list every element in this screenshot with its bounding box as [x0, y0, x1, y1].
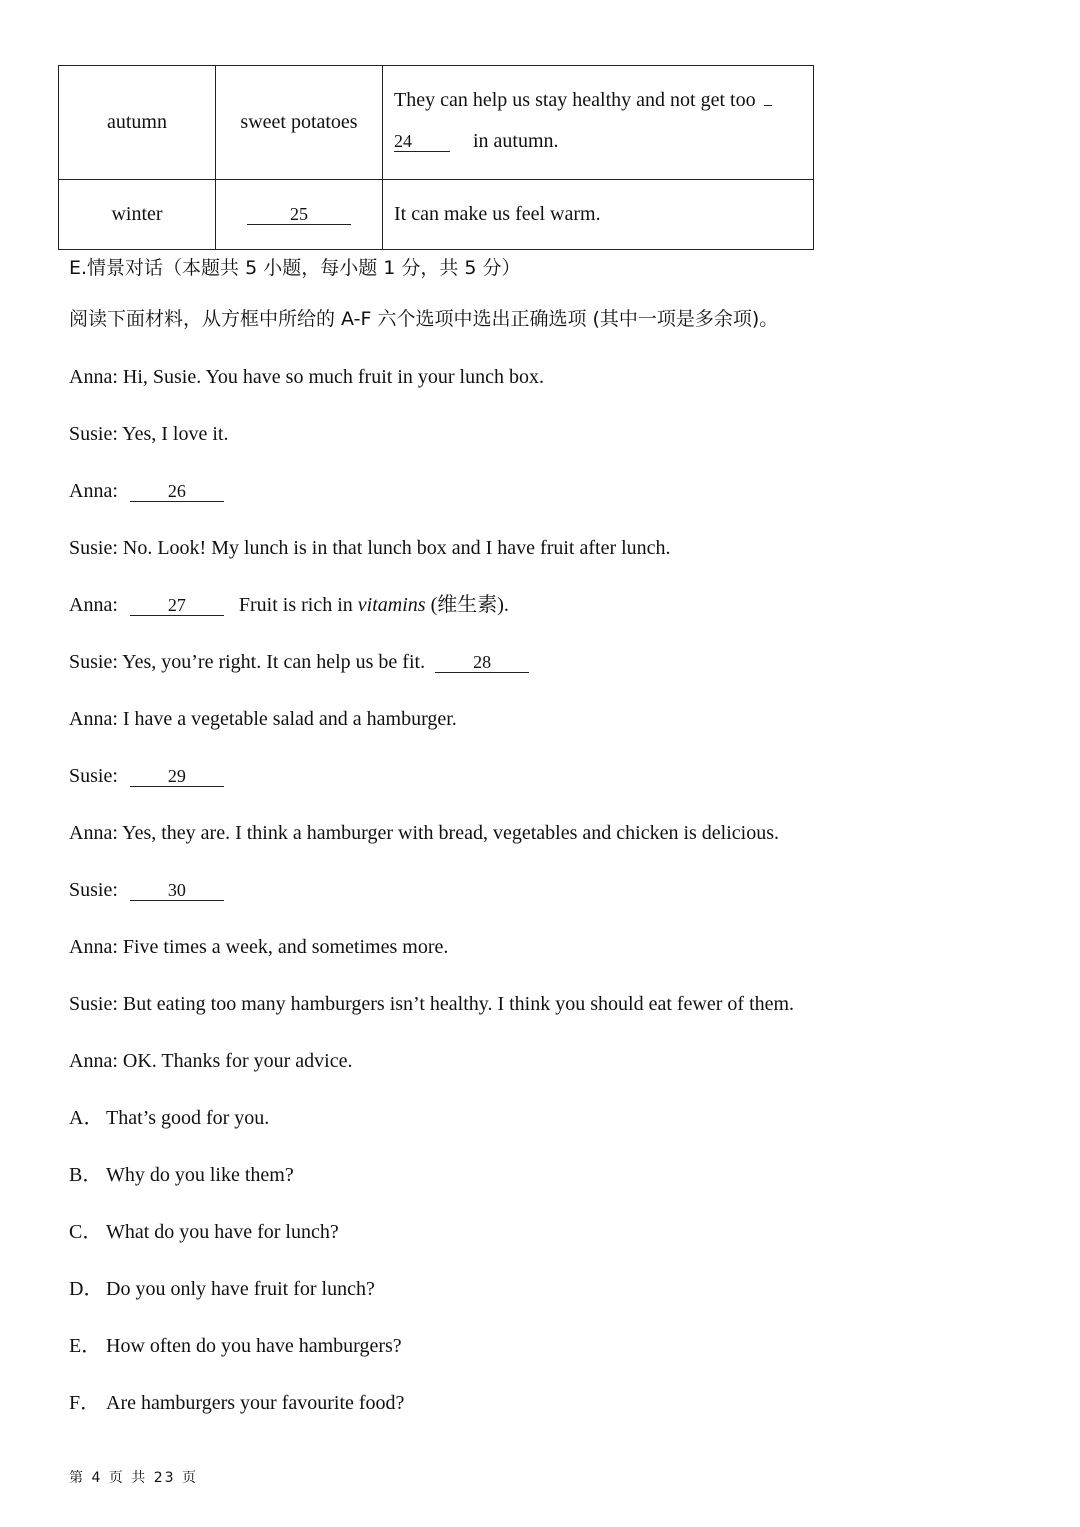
food-season-table: [58, 65, 814, 250]
dialogue-line: Anna: Five times a week, and sometimes more.: [69, 936, 449, 958]
speaker: Anna:: [69, 480, 118, 502]
blank-line-fragment: [764, 105, 772, 106]
option-b: [69, 1163, 294, 1187]
dialogue-line: Susie: Yes, I love it.: [69, 423, 229, 445]
option-f: [69, 1391, 404, 1415]
option-text: Do you only have fruit for lunch?: [106, 1278, 375, 1300]
blank-27[interactable]: 27: [130, 595, 224, 616]
option-letter: D．: [69, 1278, 104, 1300]
option-text: Are hamburgers your favourite food?: [106, 1392, 405, 1414]
dialogue-line: Anna: OK. Thanks for your advice.: [69, 1050, 353, 1072]
speaker: Anna:: [69, 594, 118, 616]
food-cell: sweet potatoes: [216, 66, 383, 180]
dialogue-line: Anna: Hi, Susie. You have so much fruit in your lunch box.: [69, 366, 544, 388]
reason-cell: [383, 66, 814, 180]
blank-25[interactable]: 25: [247, 204, 351, 225]
blank-28[interactable]: 28: [435, 652, 529, 673]
reason-cell: It can make us feel warm.: [383, 180, 814, 250]
season-cell: winter: [59, 180, 216, 250]
option-d: [69, 1277, 375, 1301]
reason-line: [394, 130, 812, 153]
dialogue-line: Susie: No. Look! My lunch is in that lunch box and I have fruit after lunch.: [69, 537, 671, 559]
option-text: What do you have for lunch?: [106, 1221, 339, 1243]
table-row: [59, 180, 814, 250]
blank-30[interactable]: 30: [130, 880, 224, 901]
blank-29[interactable]: 29: [130, 766, 224, 787]
chinese-gloss: (维生素).: [430, 594, 509, 616]
option-letter: B．: [69, 1164, 103, 1186]
option-text: That’s good for you.: [106, 1107, 270, 1129]
option-letter: F．: [69, 1392, 101, 1414]
option-letter: A．: [69, 1107, 104, 1129]
option-text: Why do you like them?: [106, 1164, 294, 1186]
section-instruction: 阅读下面材料，从方框中所给的 A-F 六个选项中选出正确选项 (其中一项是多余项)。: [69, 308, 779, 330]
reason-text: in autumn.: [473, 129, 559, 152]
page-footer: 第 4 页 共 23 页: [69, 1470, 198, 1486]
option-text: How often do you have hamburgers?: [106, 1335, 402, 1357]
dialogue-line: [69, 764, 234, 788]
option-c: [69, 1220, 339, 1244]
option-e: [69, 1334, 402, 1358]
dialogue-line: Anna: Yes, they are. I think a hamburger with bread, vegetables and chicken is delicious.: [69, 822, 779, 844]
speaker: Susie:: [69, 765, 118, 787]
option-letter: C．: [69, 1221, 103, 1243]
option-letter: E．: [69, 1335, 102, 1357]
section-title: E.情景对话（本题共 5 小题，每小题 1 分，共 5 分）: [69, 257, 521, 279]
dialogue-line: Anna: I have a vegetable salad and a hamburger.: [69, 708, 457, 730]
food-cell: [216, 180, 383, 250]
dialogue-line: [69, 878, 234, 902]
italic-term: vitamins: [357, 594, 426, 616]
dialogue-line: [69, 593, 509, 617]
season-cell: autumn: [59, 66, 216, 180]
speaker: Susie:: [69, 879, 118, 901]
dialogue-line: [69, 479, 234, 503]
dialogue-line: Susie: But eating too many hamburgers isn’t healthy. I think you should eat fewer of them.: [69, 993, 795, 1015]
blank-24[interactable]: 24: [394, 131, 450, 152]
dialogue-line: [69, 650, 539, 674]
reason-text: They can help us stay healthy and not get too: [394, 88, 756, 111]
dialogue-text: Susie: Yes, you’re right. It can help us be fit.: [69, 651, 426, 673]
table-row: [59, 66, 814, 180]
dialogue-text: Fruit is rich in: [238, 594, 353, 616]
option-a: [69, 1106, 269, 1130]
blank-26[interactable]: 26: [130, 481, 224, 502]
reason-line: [394, 89, 812, 112]
